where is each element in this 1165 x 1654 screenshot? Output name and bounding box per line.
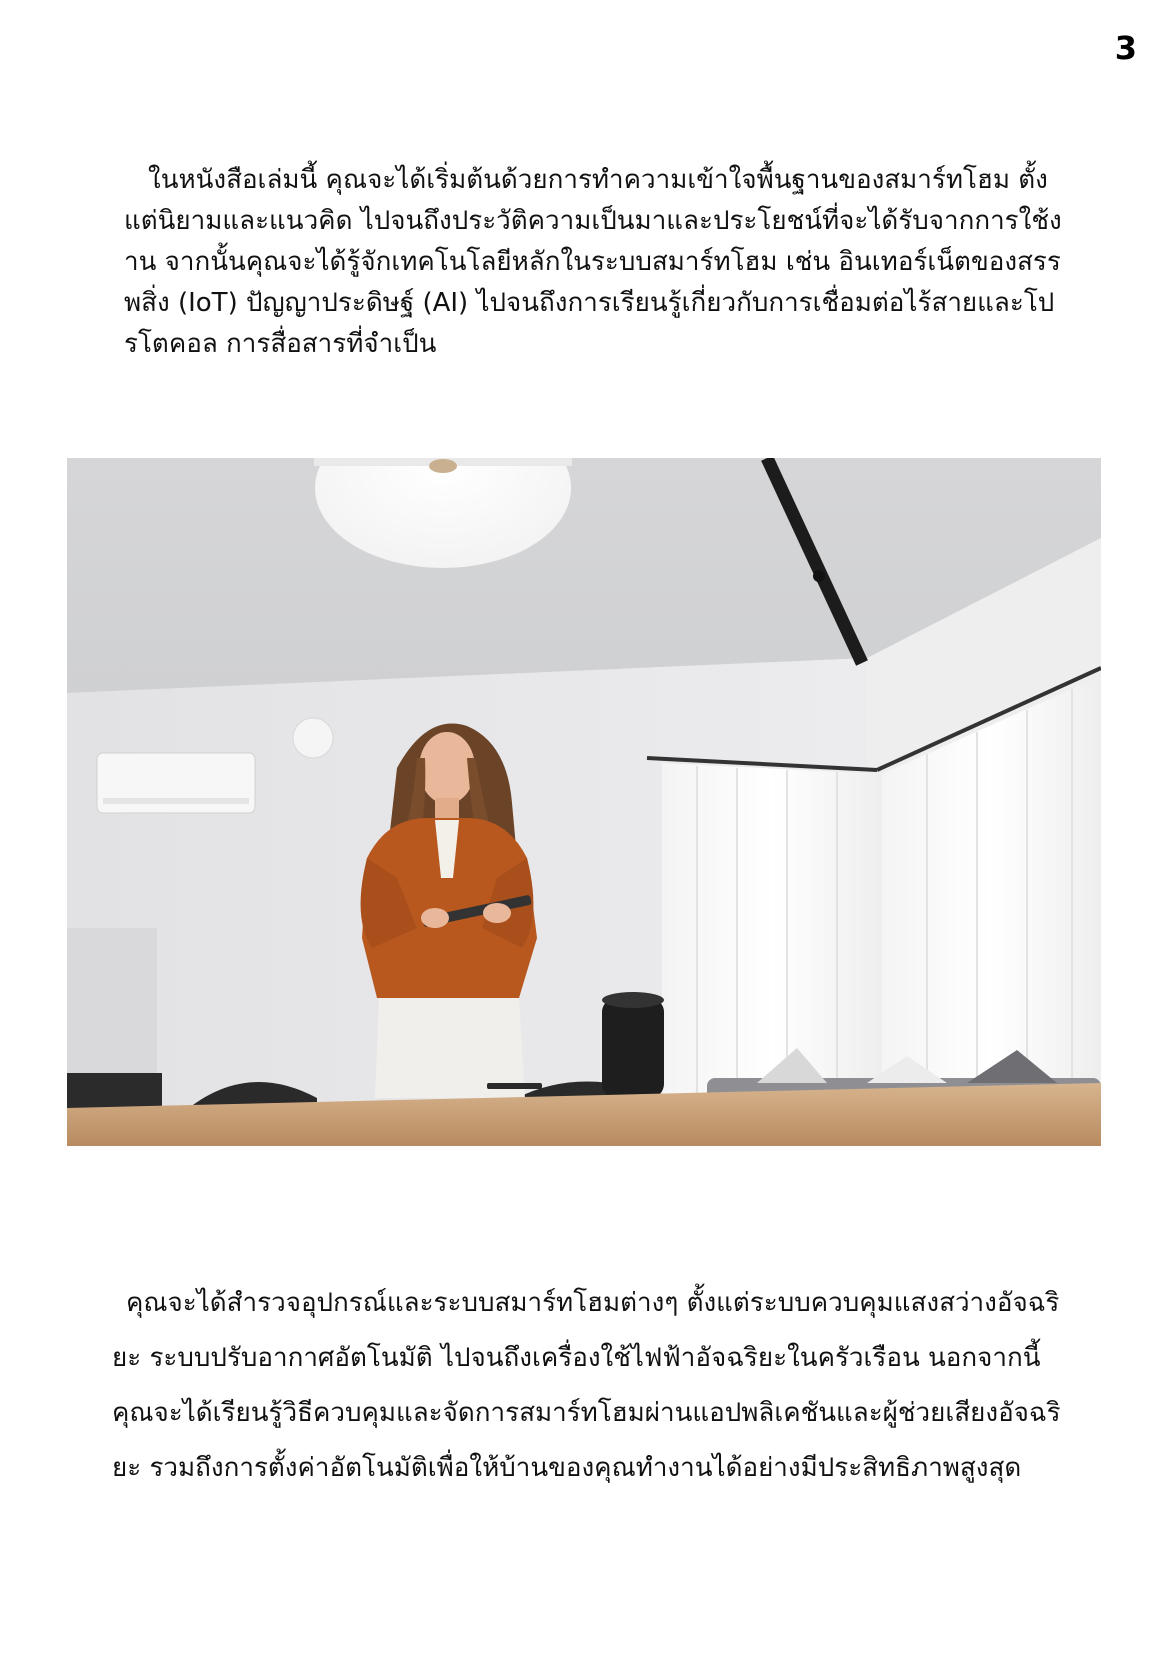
- page-number: 3: [1114, 29, 1137, 67]
- intro-paragraph: ในหนังสือเล่มนี้ คุณจะได้เริ่มต้นด้วยการทำความเข้าใจพื้นฐานของสมาร์ทโฮม ตั้งแต่นิยามและแนวคิด ไปจนถึงประวัติความเป็นมาและประโยชน์ที่จะได้รับจากการใช้งาน จากนั้นคุณจะได้รู้จักเทคโนโลยีหลักในระบบสมาร์ทโฮม เช่น อินเทอร์เน็ตของสรรพสิ่ง (IoT) ปัญญาประดิษฐ์ (AI) ไปจนถึงการเรียนรู้เกี่ยวกับการเชื่อมต่อไร้สายและโปรโตคอล การสื่อสารที่จำเป็น: [124, 165, 1062, 359]
- smart-home-photo: [67, 458, 1101, 1146]
- body-paragraph: คุณจะได้สำรวจอุปกรณ์และระบบสมาร์ทโฮมต่างๆ ตั้งแต่ระบบควบคุมแสงสว่างอัจฉริยะ ระบบปรับอากาศอัตโนมัติ ไปจนถึงเครื่องใช้ไฟฟ้าอัจฉริยะในครัวเรือน นอกจากนี้ คุณจะได้เรียนรู้วิธีควบคุมและจัดการสมาร์ทโฮมผ่านแอปพลิเคชันและผู้ช่วยเสียงอัจฉริยะ รวมถึงการตั้งค่าอัตโนมัติเพื่อให้บ้านของคุณทำงานได้อย่างมีประสิทธิภาพสูงสุด: [112, 1288, 1061, 1483]
